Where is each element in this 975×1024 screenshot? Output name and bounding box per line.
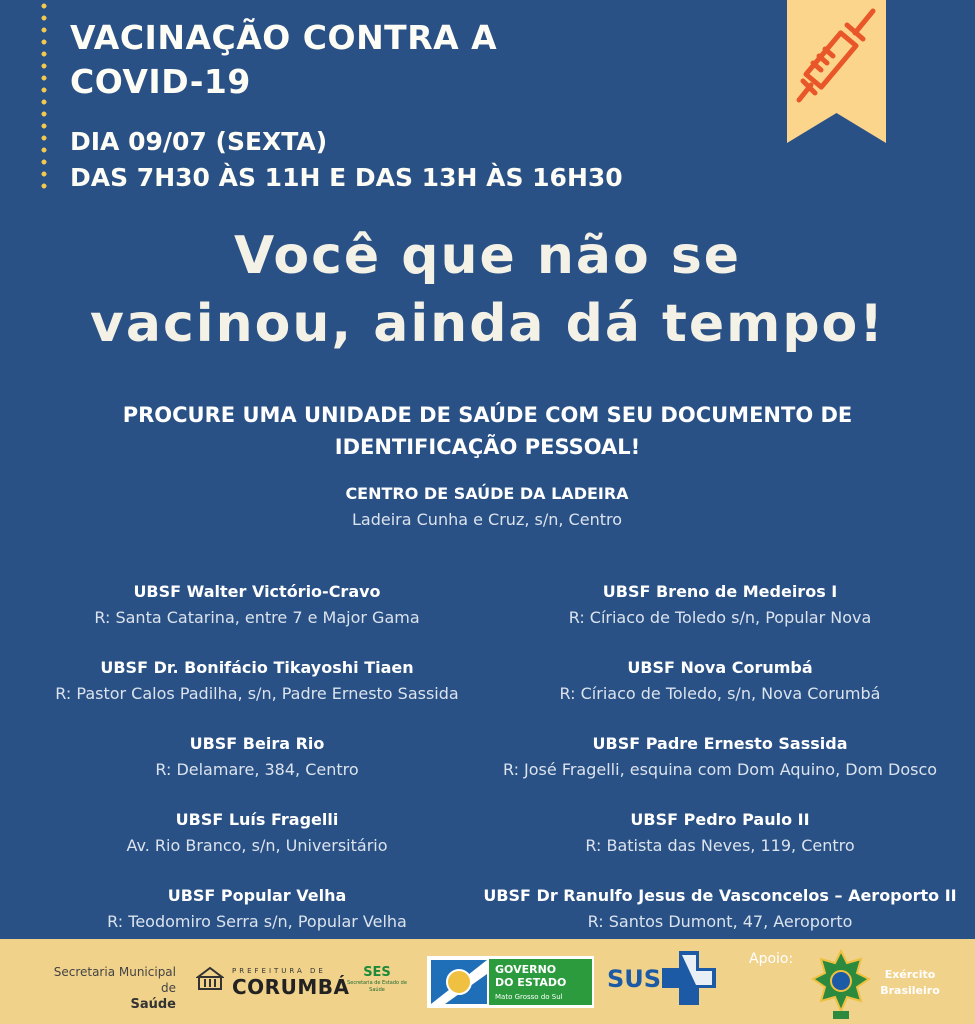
header-date-line1: DIA 09/07 (SEXTA) [70,127,328,156]
footer-logos [0,939,975,1024]
health-unit [17,580,497,630]
exercito-text [880,967,940,999]
unit-address: Ladeira Cunha e Cruz, s/n, Centro [352,510,622,529]
prefeitura-emblem-icon [196,965,224,993]
unit-name: UBSF Walter Victório-Cravo [133,582,381,601]
unit-address: R: Santa Catarina, entre 7 e Major Gama [94,608,420,627]
unit-name: UBSF Pedro Paulo II [630,810,810,829]
prefeitura-label: PREFEITURA DE [232,967,326,975]
gov-line2: DO ESTADO [495,976,567,989]
unit-name: UBSF Padre Ernesto Sassida [592,734,848,753]
health-unit [17,656,497,706]
ses-title: SES [363,965,391,980]
instruction-line1: PROCURE UMA UNIDADE DE SAÚDE COM SEU DOCUMENTO DE [122,403,853,427]
health-unit [17,732,497,782]
unit-address: R: Círiaco de Toledo, s/n, Nova Corumbá [559,684,881,703]
unit-address: R: Santos Dumont, 47, Aeroporto [587,912,853,931]
unit-address: R: José Fragelli, esquina com Dom Aquino, Dom Dosco [502,760,938,779]
health-unit [480,656,960,706]
decorative-dotted-line [41,0,47,195]
unit-address: R: Círiaco de Toledo s/n, Popular Nova [568,608,872,627]
health-unit [17,884,497,934]
corumba-logo-text: CORUMBÁ [232,975,350,999]
ses-logo [344,965,410,994]
exercito-emblem-icon [811,949,871,1021]
hero-line2: vacinou, ainda dá tempo! [90,294,885,354]
secretaria-line2: Saúde [130,997,176,1012]
sus-cross-icon [660,949,718,1007]
hero-line1: Você que não se [233,226,742,286]
header-date-line2: DAS 7H30 ÀS 11H E DAS 13H ÀS 16H30 [70,163,623,192]
health-unit [480,732,960,782]
ses-subtitle: Secretaria de Estado de Saúde [347,980,407,993]
sus-logo-text: SUS [607,965,662,993]
health-unit [17,808,497,858]
health-unit [480,580,960,630]
secretaria-saude-logo [36,964,176,1013]
governo-estado-logo [427,956,594,1008]
health-unit [480,808,960,858]
header-title-line1: VACINAÇÃO CONTRA A [70,18,498,57]
hero-headline [0,222,975,358]
exercito-line2: Brasileiro [880,984,940,997]
unit-name: UBSF Dr. Bonifácio Tikayoshi Tiaen [100,658,414,677]
header-date [70,124,623,196]
health-unit [480,884,960,934]
syringe-icon [795,5,879,115]
exercito-line1: Exército [884,968,936,981]
unit-address: R: Delamare, 384, Centro [155,760,359,779]
unit-address: R: Teodomiro Serra s/n, Popular Velha [107,912,407,931]
unit-name: UBSF Dr Ranulfo Jesus de Vasconcelos – Aeroporto II [483,886,957,905]
header-title-line2: COVID-19 [70,62,251,101]
unit-address: Av. Rio Branco, s/n, Universitário [126,836,388,855]
header-title [70,16,497,104]
unit-name: UBSF Beira Rio [189,734,325,753]
unit-address: R: Batista das Neves, 119, Centro [585,836,855,855]
instruction-line2: IDENTIFICAÇÃO PESSOAL! [334,435,641,459]
governo-text-box [489,959,592,1005]
unit-name: UBSF Breno de Medeiros I [602,582,838,601]
unit-name: UBSF Popular Velha [167,886,347,905]
unit-address: R: Pastor Calos Padilha, s/n, Padre Ernesto Sassida [55,684,459,703]
main-health-unit [247,482,727,532]
secretaria-line1: Secretaria Municipal de [53,965,176,995]
unit-name: UBSF Nova Corumbá [627,658,813,677]
state-flag-icon [431,960,487,1004]
unit-name: CENTRO DE SAÚDE DA LADEIRA [345,484,629,503]
apoio-label: Apoio: [749,951,794,967]
unit-name: UBSF Luís Fragelli [175,810,339,829]
gov-line3: Mato Grosso do Sul [495,993,563,1001]
gov-line1: GOVERNO [495,963,557,976]
ribbon-badge [787,0,886,143]
instruction-text [0,399,975,463]
